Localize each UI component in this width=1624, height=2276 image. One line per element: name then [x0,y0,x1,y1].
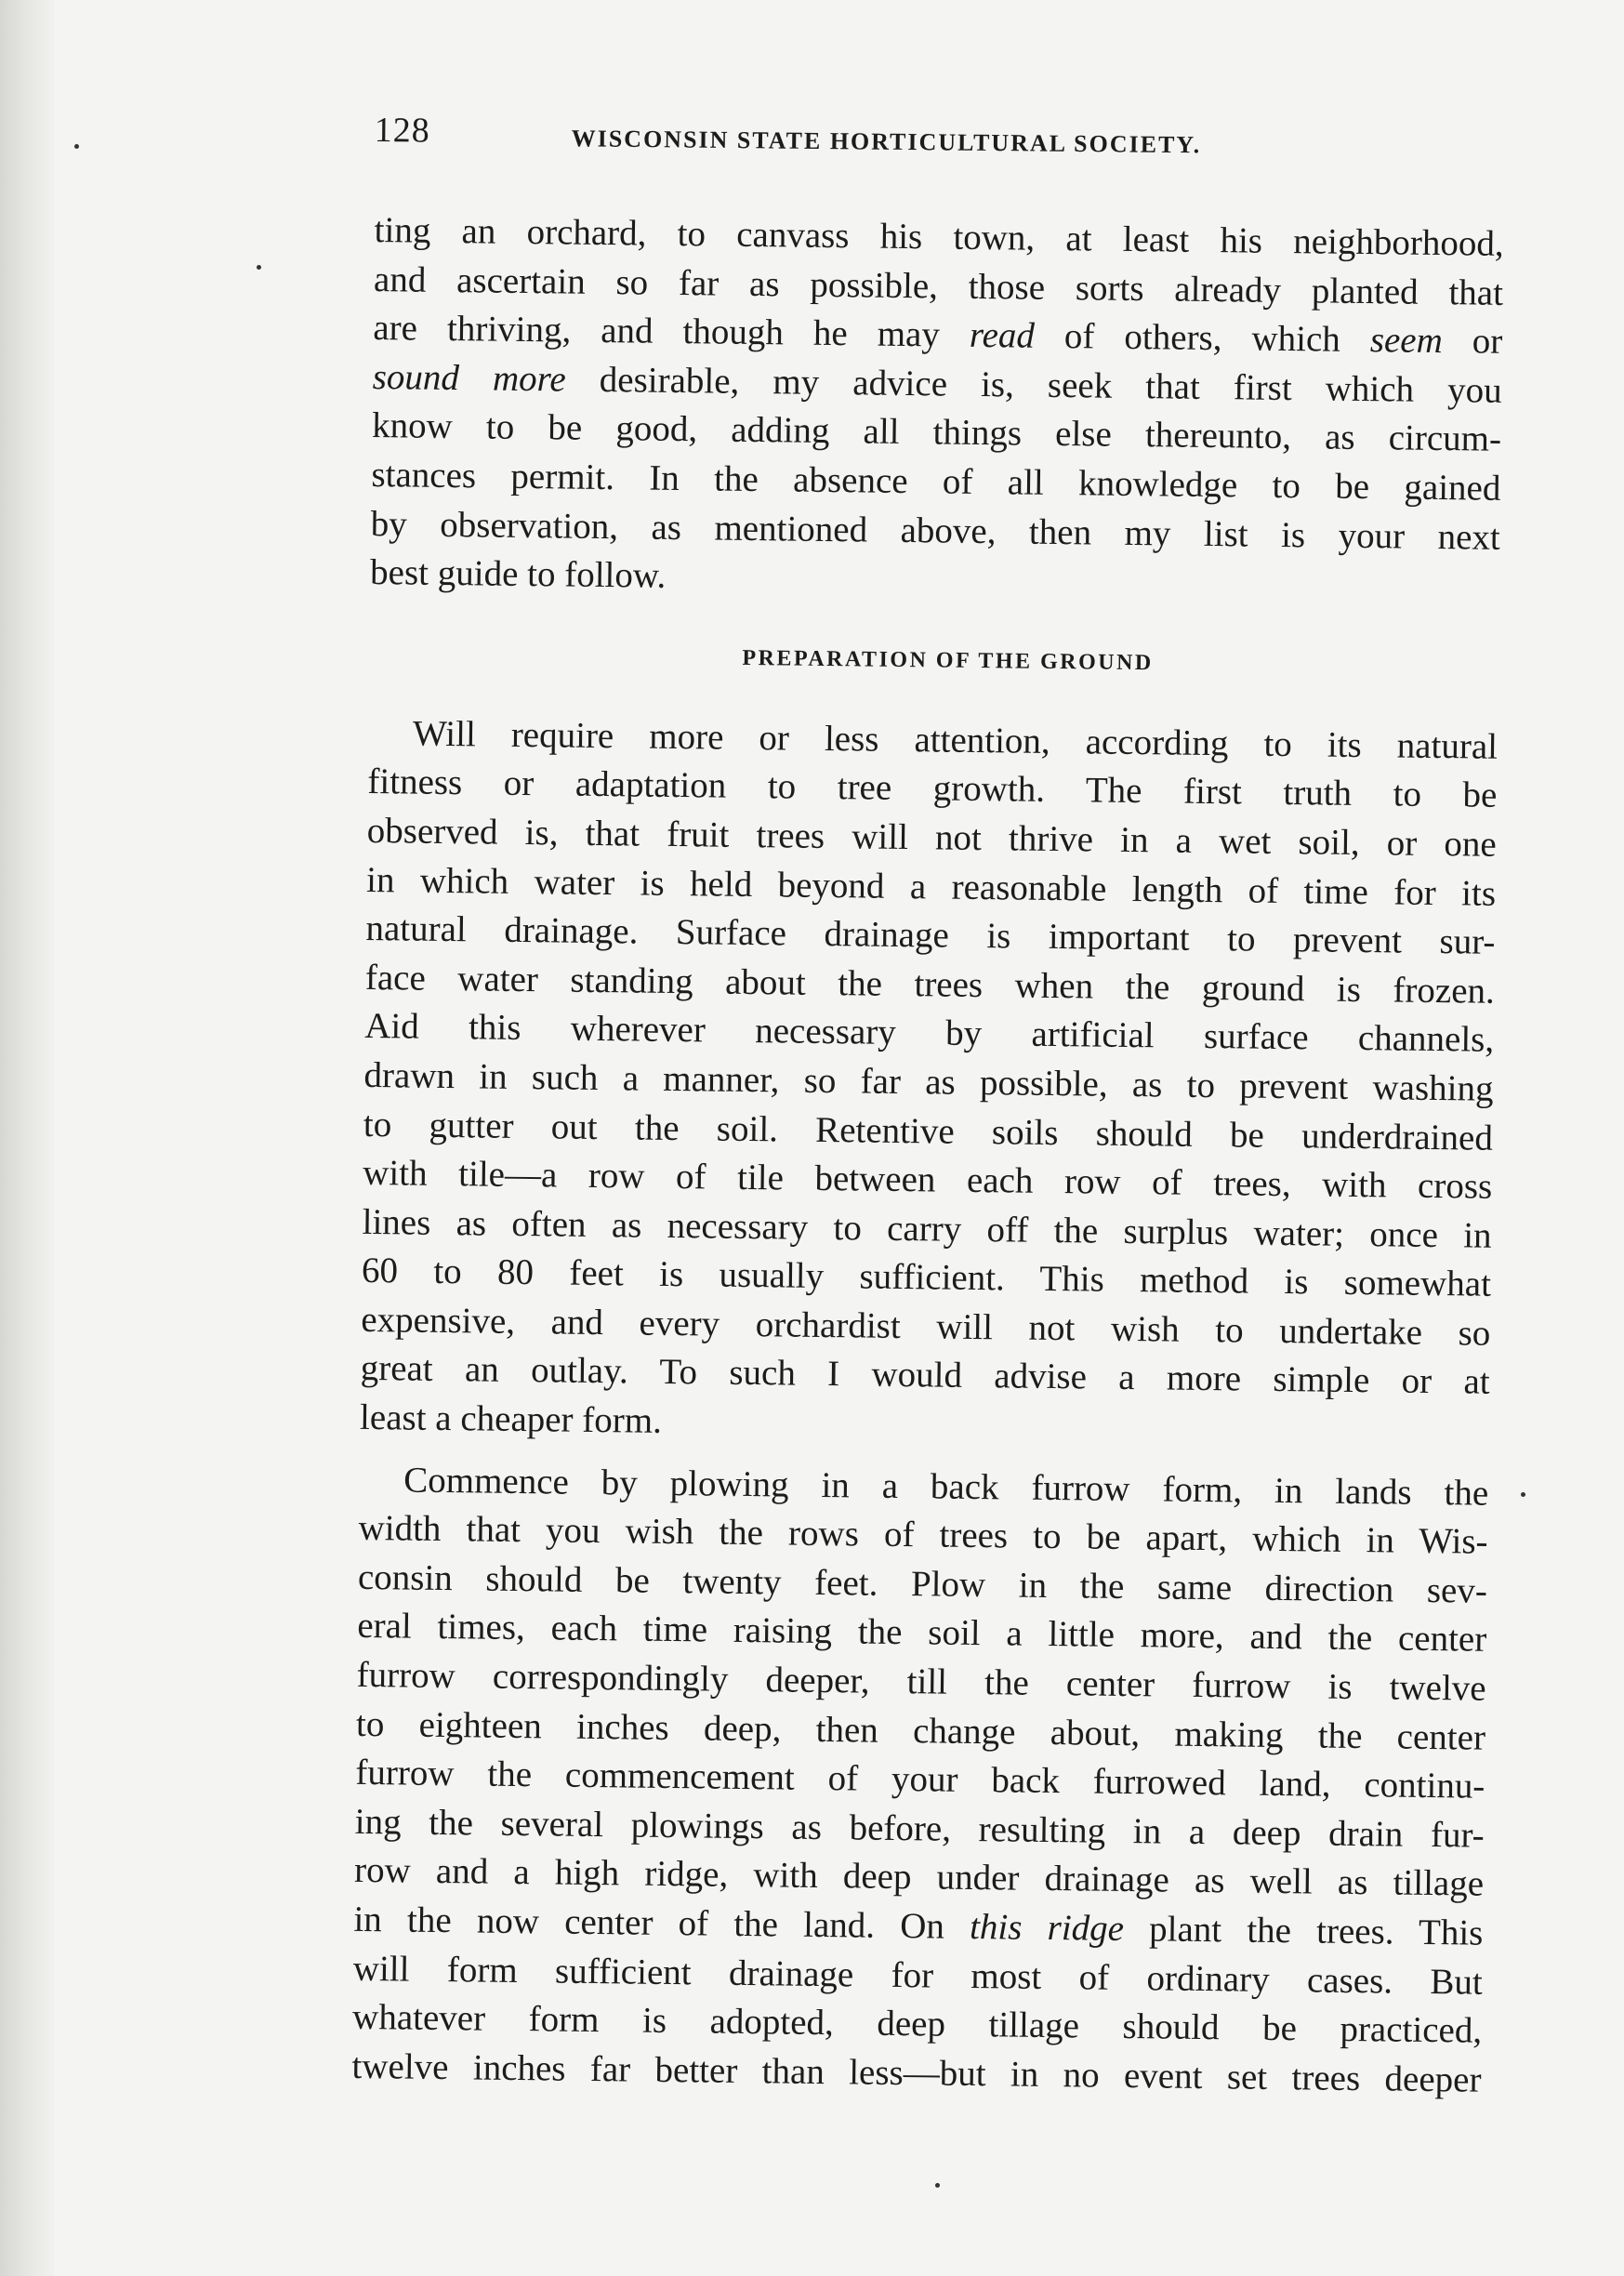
text-line: to gutter out the soil. Retentive soils should be underdrained [363,1104,1494,1158]
text-line: width that you wish the rows of trees to be apart, which in Wis- [358,1508,1488,1562]
running-head [374,110,1369,176]
text-line: face water standing about the trees when the ground is frozen. [364,957,1496,1012]
paragraph [351,1456,1488,2106]
text-line: whatever form is adopted, deep tillage should be practiced, [351,1997,1483,2051]
text-line: Will require more or less attention, according to its natural [412,713,1499,767]
text-line: stances permit. In the absence of all knowledge to be gained [371,454,1501,509]
section-heading: PREPARATION OF THE GROUND [742,645,1154,676]
page-number: 128 [374,110,430,151]
text-line: great an outlay. To such I would advise a more simple or at [360,1348,1490,1403]
text-line: and ascertain so far as possible, those sorts already planted that [373,258,1504,313]
italic-run: sound more [372,356,566,400]
text-line: least a cheaper form. [359,1396,663,1441]
text-line: Commence by plowing in a back furrow form, in lands the [403,1460,1489,1514]
text-line: Aid this wherever necessary by artificial surface channels, [363,1006,1495,1061]
text-line: row and a high ridge, with deep under drainage as well as tillage [353,1850,1485,1905]
text-line: to eighteen inches deep, then change about, making the center [355,1703,1486,1758]
paragraph [360,709,1499,1457]
text-run: plant the trees. This [1123,1908,1484,1953]
text-line: fitness or adaptation to tree growth. The first truth to be [367,761,1498,816]
book-page [54,0,1624,2276]
paragraph-continuation [370,206,1504,612]
text-line: lines as often as necessary to carry off the surplus water; once in [362,1201,1492,1256]
text-line: best guide to follow. [369,552,667,597]
text-line: eral times, each time raising the soil a little more, and the center [357,1606,1487,1661]
text-line: consin should be twenty feet. Plow in the same direction sev- [357,1556,1488,1611]
text-line: with tile—a row of tile between each row of trees, with cross [363,1153,1493,1207]
text-line: ting an orchard, to canvass his town, at least his neighborhood, [374,209,1504,264]
text-run: of others, which [1034,315,1371,361]
text-line: natural drainage. Surface drainage is important to prevent sur- [365,908,1496,962]
scan-speck [257,265,261,270]
running-title: WISCONSIN STATE HORTICULTURAL SOCIETY. [571,125,1202,159]
italic-run: seem [1369,320,1444,362]
text-line: in which water is held beyond a reasonable length of time for its [365,859,1497,914]
body-text [351,206,1504,2105]
text-line: twelve inches far better than less—but in no event set trees deeper [351,2045,1482,2100]
text-line: 60 to 80 feet is usually sufficient. This method is somewhat [361,1250,1492,1305]
text-line: observed is, that fruit trees will not thrive in a wet soil, or one [366,810,1497,865]
text-line: by observation, as mentioned above, then my list is your next [370,503,1501,558]
page-gutter [0,0,54,2276]
text-line: drawn in such a manner, so far as possible, as to prevent washing [363,1054,1494,1109]
text-run: in the now center of the land. On [353,1899,970,1947]
scan-speck [74,144,79,149]
text-run: or [1442,321,1503,363]
text-line: furrow the commencement of your back furrowed land, continu- [355,1753,1485,1806]
text-line: will form sufficient drainage for most of ordinary cases. But [352,1948,1484,2003]
text-line: furrow correspondingly deeper, till the center furrow is twelve [356,1654,1486,1709]
text-line: ing the several plowings as before, resulting in a deep drain fur- [354,1801,1485,1856]
italic-run: read [969,315,1036,356]
text-line: expensive, and every orchardist will not wish to undertake so [361,1299,1491,1354]
italic-run: this ridge [969,1906,1125,1949]
text-line: know to be good, adding all things else thereunto, as circum- [371,405,1502,460]
scan-speck [935,2183,940,2188]
scan-speck [1521,1492,1525,1497]
text-run: are thriving, and though he may [373,308,970,356]
text-run: desirable, my advice is, seek that first which you [565,359,1502,411]
